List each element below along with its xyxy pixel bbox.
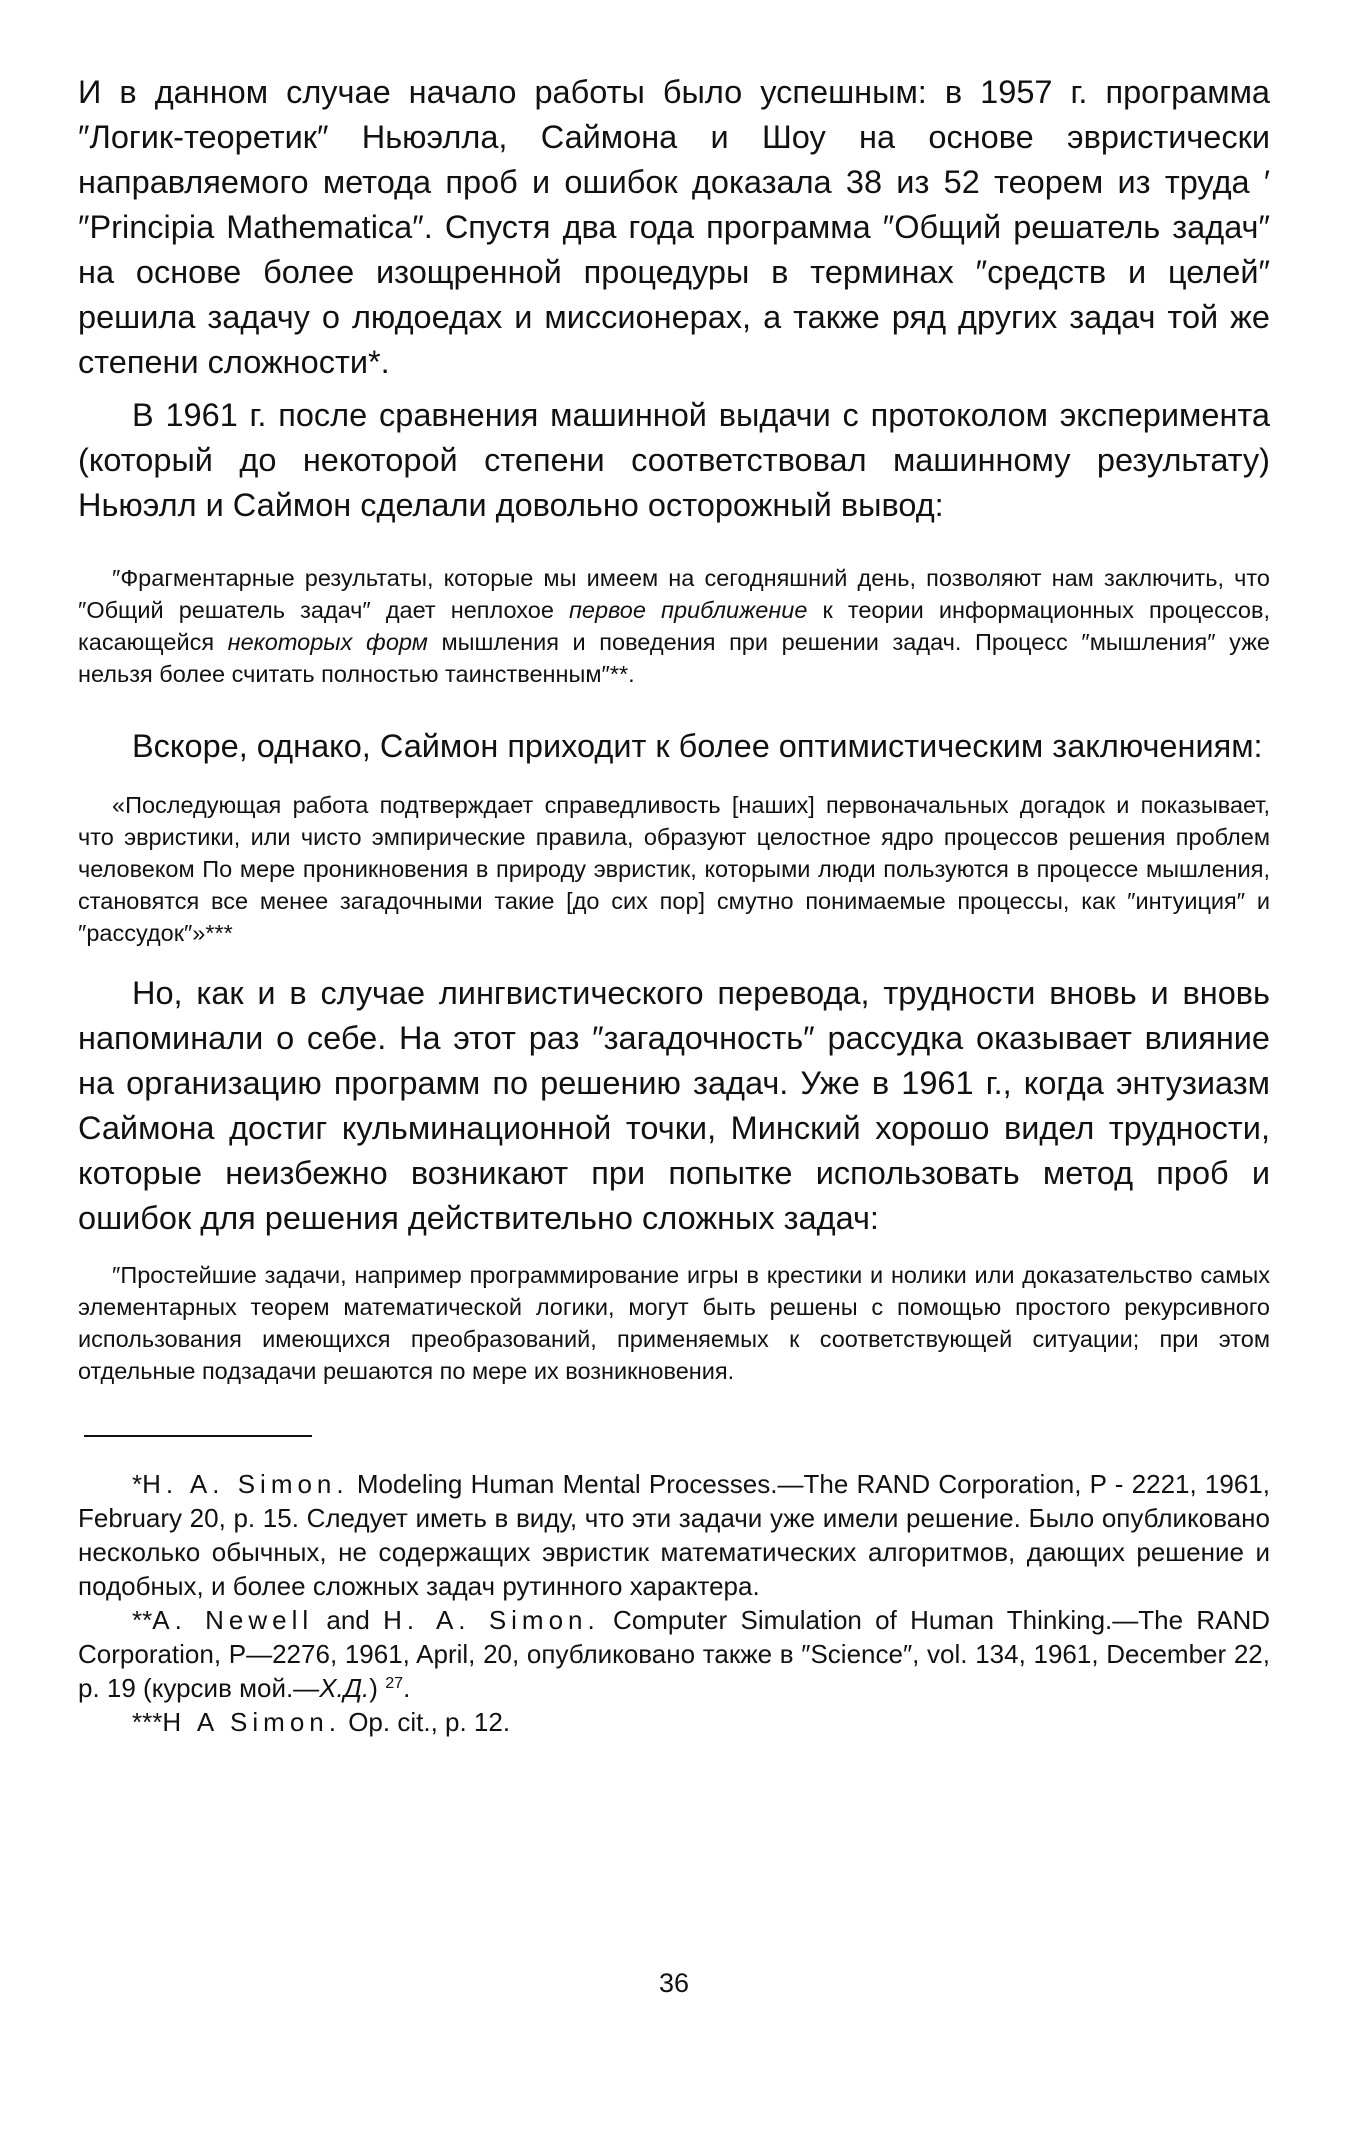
quote-1-text-c: к теории информационных процессов, касающейся bbox=[78, 597, 1270, 655]
paragraph-4: Но, как и в случае лингвистического перевода, трудности вновь и вновь напоминали о себе. На этот раз ″загадочность″ рассудка оказывает влияние на организацию программ по решению задач. Уже в 1961 г., когда энтузиазм Саймона достиг кульминационной точки, Минский хорошо видел трудности, которые неизбежно возникают при попытке использовать метод проб и ошибок для решения действительно сложных задач: bbox=[78, 975, 1270, 1236]
footnote-3-author: H A Simon. bbox=[162, 1707, 341, 1737]
footnote-2-and: and bbox=[313, 1605, 384, 1635]
footnote-3 bbox=[78, 1705, 1270, 1739]
quote-1-italic-a: первое приближение bbox=[568, 597, 808, 623]
footnote-2-text: Computer Simulation of Human Thinking.—The RAND Corporation, P—2276, 1961, April, 20, опубликовано также в ″Science″, vol. 134, 1961, December 22, p. 19 (курсив мой.— bbox=[78, 1605, 1271, 1703]
paragraph-1: И в данном случае начало работы было успешным: в 1957 г. программа ″Логик-теоретик″ Ньюэлла, Саймона и Шоу на основе эвристически направляемого метода проб и ошибок доказала 38 из 52 теорем из труда ′ ″Principia Mathematica″. Спустя два года программа ″Общий решатель задач″ на основе более изощренной процедуры в терминах ″средств и целей″ решила задачу о людоедах и миссионерах, а также ряд других задач той же степени сложности*. bbox=[78, 74, 1270, 380]
quote-3: ″Простейшие задачи, например программирование игры в крестики и нолики или доказательство самых элементарных теорем математической логики, могут быть решены с помощью простого рекурсивного использования имеющихся преобразований, применяемых к соответствующей ситуации; при этом отдельные подзадачи решаются по мере их возникновения. bbox=[78, 1262, 1270, 1384]
footnote-3-mark: *** bbox=[132, 1707, 163, 1737]
page-number: 36 bbox=[658, 1968, 690, 1998]
quote-2: «Последующая работа подтверждает справедливость [наших] первоначальных догадок и показывает, что эвристики, или чисто эмпирические правила, образуют целостное ядро процессов решения проблем человеком По мере проникновения в природу эвристик, которыми люди пользуются в процессе мышления, становятся все менее загадочными такие [до сих пор] смутно понимаемые процессы, как ″интуиция″ и ″рассудок″»*** bbox=[78, 792, 1270, 946]
footnote-2-mark: ** bbox=[132, 1605, 153, 1635]
paragraph-2: В 1961 г. после сравнения машинной выдачи с протоколом эксперимента (который до некоторой степени соответствовал машинному результату) Ньюэлл и Саймон сделали довольно осторожный вывод: bbox=[78, 397, 1270, 523]
footnote-1-author: H. A. Simon. bbox=[142, 1469, 349, 1499]
quote-1-text-e: мышления и поведения при решении задач. Процесс ″мышления″ уже нельзя более считать полностью таинственным″**. bbox=[78, 629, 1270, 687]
footnote-1-text: Modeling Human Mental Processes.—The RAND Corporation, P - 2221, 1961, February 20, p. 15. Следует иметь в виду, что эти задачи уже имели решение. Было опубликовано несколько обычных, не содержащих эвристик математических алгоритмов, дающих решение и подобных, и более сложных задач рутинного характера. bbox=[78, 1469, 1270, 1601]
footnote-2-superscript: 27 bbox=[385, 1674, 404, 1693]
footnote-3-text: Op. cit., p. 12. bbox=[340, 1707, 511, 1737]
footnote-2 bbox=[78, 1603, 1270, 1705]
footnote-2-close: ) bbox=[369, 1673, 386, 1703]
footnote-divider bbox=[84, 1435, 312, 1437]
footnote-2-italic: Х.Д. bbox=[319, 1673, 370, 1703]
page-content bbox=[78, 70, 1270, 1739]
footnote-1 bbox=[78, 1467, 1270, 1603]
quote-1-text-a: ″Фрагментарные результаты, которые мы имеем на сегодняшний день, позволяют нам заключить, что ″Общий решатель задач″ дает неплохое bbox=[78, 565, 1270, 623]
quote-1 bbox=[78, 562, 1270, 690]
footnote-1-mark: * bbox=[132, 1469, 143, 1499]
footnote-2-author-2: H. A. Simon. bbox=[383, 1605, 600, 1635]
paragraph-3: Вскоре, однако, Саймон приходит к более оптимистическим заключениям: bbox=[132, 728, 1263, 764]
footnote-2-author-1: A. Newell bbox=[152, 1605, 314, 1635]
quote-1-italic-b: некоторых форм bbox=[227, 629, 428, 655]
footnote-2-end: . bbox=[403, 1673, 411, 1703]
